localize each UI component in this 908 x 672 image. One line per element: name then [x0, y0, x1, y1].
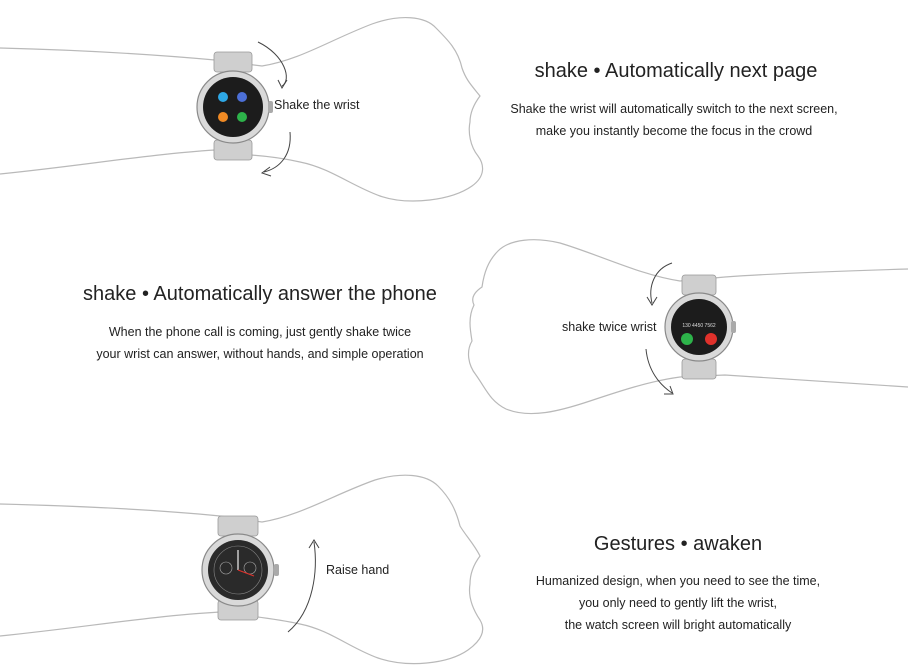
screen-phone-number: 130 4450 7562	[682, 323, 716, 329]
gesture-label: shake twice wrist	[562, 320, 657, 334]
description-line: the watch screen will bright automatically	[564, 618, 792, 632]
section-title: shake • Automatically next page	[534, 60, 818, 82]
description-line: Shake the wrist will automatically switch to the next screen,	[510, 102, 838, 116]
decline-call-icon	[705, 333, 717, 345]
section-description	[510, 570, 846, 636]
smartwatch-icon	[665, 275, 736, 379]
section-title: Gestures • awaken	[593, 533, 763, 555]
rotation-arrow-icon	[651, 263, 672, 303]
wrist-illustration	[0, 460, 908, 672]
section-title: shake • Automatically answer the phone	[83, 283, 437, 305]
smartwatch-icon	[197, 52, 273, 160]
gesture-section-answer-phone	[0, 225, 908, 435]
section-description	[70, 321, 450, 365]
description-line: Humanized design, when you need to see the time,	[535, 574, 821, 588]
gesture-section-awaken	[0, 460, 908, 672]
gesture-label: Raise hand	[326, 563, 390, 577]
description-line: your wrist can answer, without hands, and simple operation	[96, 347, 424, 361]
gesture-section-next-page	[0, 0, 908, 215]
rotation-arrow-icon	[646, 349, 672, 393]
section-description	[496, 98, 852, 142]
gesture-label: Shake the wrist	[274, 98, 360, 112]
smartwatch-icon	[202, 516, 279, 620]
answer-call-icon	[681, 333, 693, 345]
description-line: make you instantly become the focus in the crowd	[535, 124, 813, 138]
rotation-arrow-icon	[264, 132, 290, 172]
rotation-arrow-icon	[288, 542, 315, 632]
description-line: you only need to gently lift the wrist,	[578, 596, 778, 610]
description-line: When the phone call is coming, just gently shake twice	[108, 325, 412, 339]
